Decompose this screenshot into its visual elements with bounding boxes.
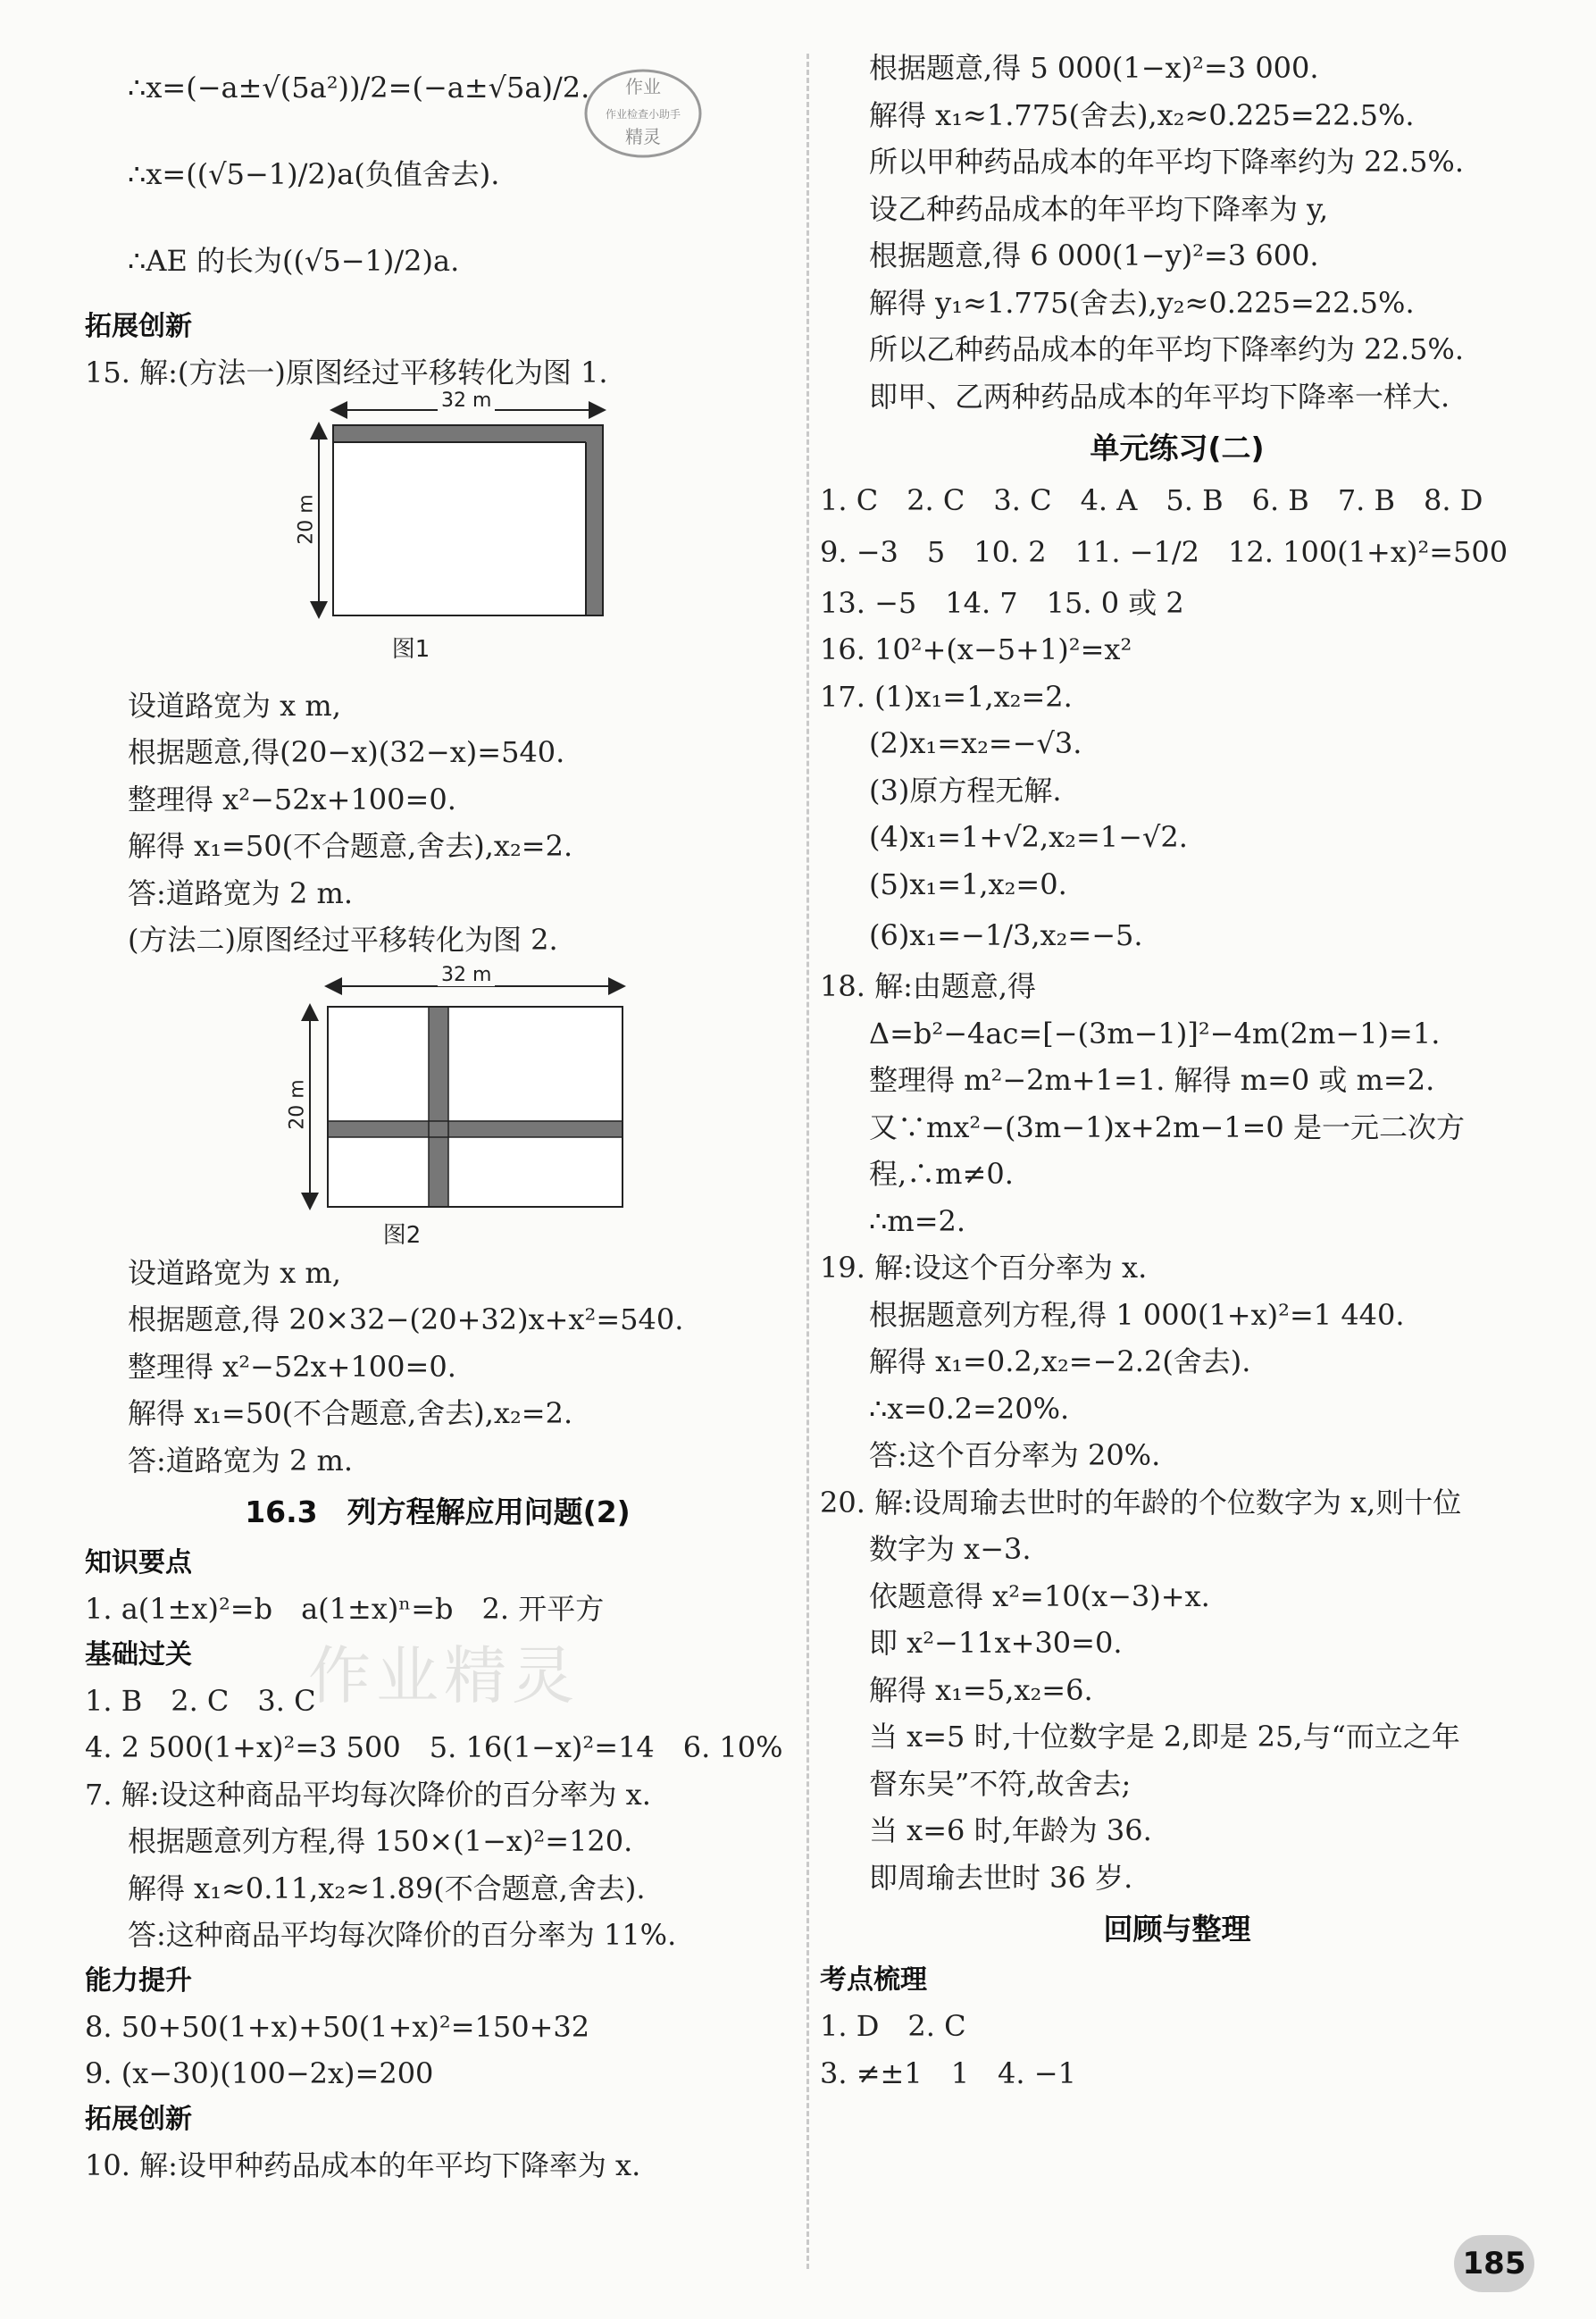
solution-line: 即甲、乙两种药品成本的年平均下降率一样大. (869, 379, 1450, 414)
solution-line: 解得 x₁=50(不合题意,舍去),x₂=2. (128, 1396, 573, 1430)
solution-line: Δ=b²−4ac=[−(3m−1)]²−4m(2m−1)=1. (869, 1016, 1441, 1051)
solution-line: 解得 x₁=5,x₂=6. (869, 1672, 1093, 1707)
solution-line: ∴x=0.2=20%. (869, 1391, 1070, 1426)
left-column (85, 45, 790, 2189)
solution-line: 解得 x₁≈1.775(舍去),x₂≈0.225=22.5%. (869, 97, 1415, 132)
section-title-tuozhan: 拓展创新 (85, 311, 192, 342)
solution-line: 解得 x₁≈0.11,x₂≈1.89(不合题意,舍去). (128, 1871, 646, 1905)
figure-2 (85, 964, 790, 1250)
solution-line: ∴m=2. (869, 1203, 966, 1238)
answer-line: 9. (x−30)(100−2x)=200 (85, 2056, 434, 2090)
answer-line: 1. a(1±x)²=b a(1±x)ⁿ=b 2. 开平方 (85, 1592, 605, 1626)
solution-line: 即周瑜去世时 36 岁. (869, 1860, 1133, 1895)
section-title-nengli: 能力提升 (85, 1964, 192, 1997)
watermark: 作业精灵 (308, 1639, 580, 1712)
section-heading-16-3: 16.3 列方程解应用问题(2) (245, 1494, 631, 1529)
column-divider (806, 54, 809, 2269)
solution-line: 设道路宽为 x m, (128, 1255, 341, 1290)
solution-line: ∴x=((√5−1)/2)a(负值舍去). (128, 157, 500, 191)
figure-1-top-label: 32 m (438, 389, 495, 412)
answer-line: 13. −5 14. 7 15. 0 或 2 (820, 585, 1184, 620)
solution-line: (5)x₁=1,x₂=0. (869, 866, 1067, 901)
figure-1-side-label: 20 m (295, 493, 318, 545)
solution-line: (方法二)原图经过平移转化为图 2. (128, 923, 558, 957)
page-number: 185 (1454, 2235, 1534, 2292)
solution-line: 答:道路宽为 2 m. (128, 875, 354, 910)
solution-line: 解得 x₁=50(不合题意,舍去),x₂=2. (128, 829, 573, 863)
solution-line: ∴x=(−a±√(5a²))/2=(−a±√5a)/2. (128, 71, 590, 105)
svg-text:作业: 作业 (625, 76, 661, 97)
answer-line: 20. 解:设周瑜去世时的年龄的个位数字为 x,则十位 (820, 1485, 1462, 1519)
solution-line: 整理得 m²−2m+1=1. 解得 m=0 或 m=2. (869, 1063, 1435, 1097)
section-title-zhishi: 知识要点 (85, 1547, 192, 1578)
answer-line: 1. B 2. C 3. C (85, 1683, 316, 1718)
solution-line: (4)x₁=1+√2,x₂=1−√2. (869, 820, 1188, 854)
section-title-kaodian: 考点梳理 (820, 1964, 927, 1996)
solution-line: 根据题意列方程,得 1 000(1+x)²=1 440. (869, 1297, 1405, 1332)
solution-line: 整理得 x²−52x+100=0. (128, 1349, 456, 1384)
answer-line: 4. 2 500(1+x)²=3 500 5. 16(1−x)²=14 6. 10% (85, 1730, 783, 1764)
solution-line: 设道路宽为 x m, (128, 688, 341, 723)
answer-line: 19. 解:设这个百分率为 x. (820, 1251, 1148, 1285)
solution-line: 即 x²−11x+30=0. (869, 1626, 1123, 1660)
svg-text:作业检查小助手: 作业检查小助手 (605, 108, 681, 121)
solution-line: 根据题意,得 20×32−(20+32)x+x²=540. (128, 1302, 684, 1336)
answer-line: 18. 解:由题意,得 (820, 969, 1037, 1003)
solution-line: 所以乙种药品成本的年平均下降率约为 22.5%. (869, 332, 1465, 366)
answer-line: 10. 解:设甲种药品成本的年平均下降率为 x. (85, 2147, 641, 2182)
solution-line: 根据题意,得(20−x)(32−x)=540. (128, 735, 565, 769)
answer-line: 7. 解:设这种商品平均每次降价的百分率为 x. (85, 1777, 651, 1812)
figure-2-top-label: 32 m (438, 964, 495, 986)
answer-line: 9. −3 5 10. 2 11. −1/2 12. 100(1+x)²=500 (820, 534, 1508, 569)
solution-line: 当 x=5 时,十位数字是 2,即是 25,与“而立之年 (869, 1720, 1460, 1754)
solution-line: 答:道路宽为 2 m. (128, 1443, 354, 1478)
figure-2-side-label: 20 m (286, 1078, 309, 1130)
figure-1-caption: 图1 (391, 635, 430, 663)
solution-line: 根据题意列方程,得 150×(1−x)²=120. (128, 1824, 633, 1858)
solution-line: 整理得 x²−52x+100=0. (128, 782, 456, 816)
figure-1 (85, 389, 790, 682)
solution-line: 程,∴m≠0. (869, 1157, 1014, 1191)
solution-line: (3)原方程无解. (869, 773, 1062, 808)
figure-2-diagram (85, 964, 790, 1250)
answer-line: 1. D 2. C (820, 2009, 966, 2043)
solution-line: 解得 x₁=0.2,x₂=−2.2(舍去). (869, 1344, 1251, 1378)
solution-line: 解得 y₁≈1.775(舍去),y₂≈0.225=22.5%. (869, 285, 1415, 320)
solution-line: 督东吴”不符,故舍去; (869, 1766, 1132, 1801)
section-heading-unit-2: 单元练习(二) (1090, 431, 1265, 465)
svg-text:精灵: 精灵 (625, 126, 661, 147)
answer-line: 1. C 2. C 3. C 4. A 5. B 6. B 7. B 8. D (820, 483, 1483, 517)
solution-line: 根据题意,得 5 000(1−x)²=3 000. (869, 51, 1319, 85)
solution-line: (6)x₁=−1/3,x₂=−5. (869, 918, 1143, 952)
problem-15: 15. 解:(方法一)原图经过平移转化为图 1. (85, 356, 608, 389)
solution-line: 答:这种商品平均每次降价的百分率为 11%. (128, 1918, 677, 1952)
solution-line: 又∵mx²−(3m−1)x+2m−1=0 是一元二次方 (869, 1109, 1465, 1144)
solution-line: (2)x₁=x₂=−√3. (869, 726, 1082, 760)
answer-line: 17. (1)x₁=1,x₂=2. (820, 679, 1073, 714)
answer-line: 16. 10²+(x−5+1)²=x² (820, 632, 1132, 666)
section-title-tuozhan-2: 拓展创新 (85, 2103, 192, 2135)
solution-line: 当 x=6 时,年龄为 36. (869, 1813, 1152, 1847)
solution-line: 依题意得 x²=10(x−3)+x. (869, 1578, 1210, 1613)
solution-line: 所以甲种药品成本的年平均下降率约为 22.5%. (869, 145, 1465, 179)
figure-2-caption: 图2 (382, 1221, 422, 1249)
section-title-jichu: 基础过关 (85, 1638, 192, 1670)
answer-line: 8. 50+50(1+x)+50(1+x)²=150+32 (85, 2009, 590, 2044)
solution-line: ∴AE 的长为((√5−1)/2)a. (128, 244, 460, 278)
right-column (820, 45, 1534, 2097)
solution-line: 设乙种药品成本的年平均下降率为 y, (869, 191, 1329, 226)
section-heading-review: 回顾与整理 (1103, 1912, 1251, 1946)
solution-line: 答:这个百分率为 20%. (869, 1438, 1161, 1472)
answer-line: 3. ≠±1 1 4. −1 (820, 2055, 1076, 2090)
solution-line: 数字为 x−3. (869, 1532, 1032, 1566)
solution-line: 根据题意,得 6 000(1−y)²=3 600. (869, 239, 1319, 272)
